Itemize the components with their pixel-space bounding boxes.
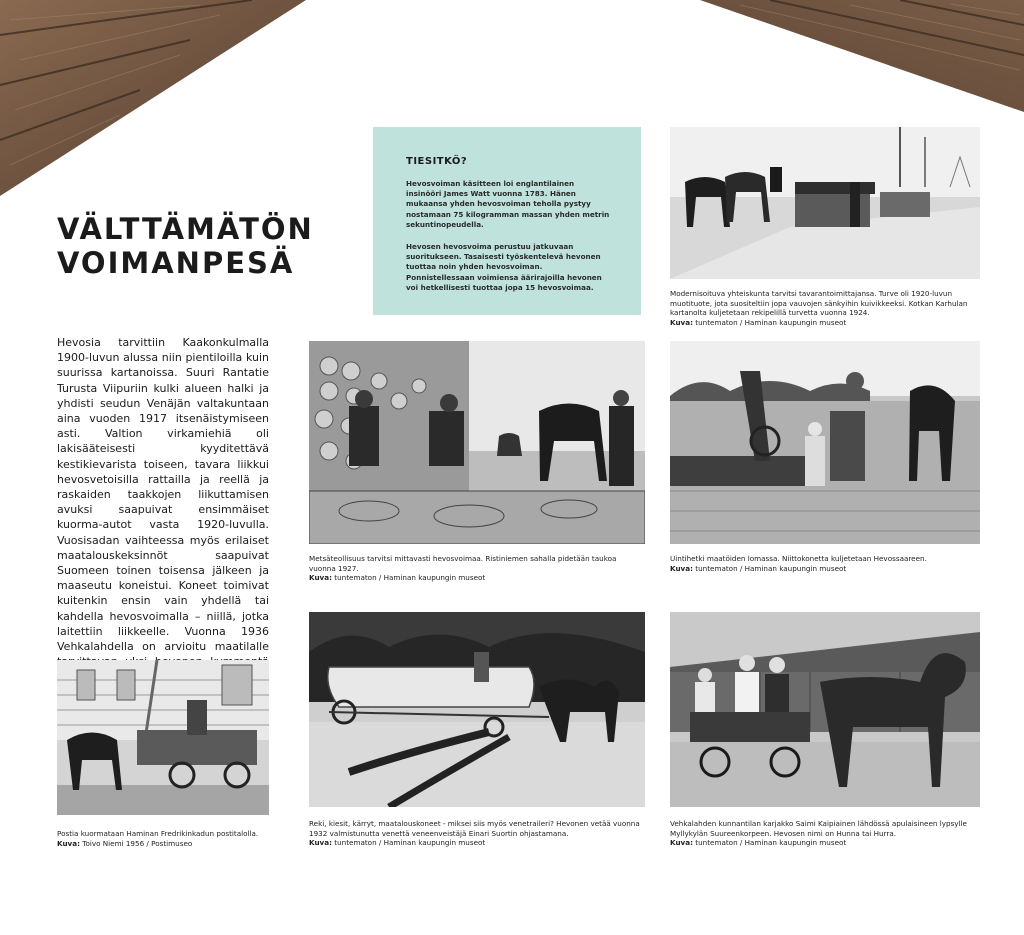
caption-logs: [309, 554, 645, 583]
caption-turf-text: Modernisoituva yhteiskunta tarvitsi tavarantoimittajansa. Turve oli 1920-luvun muotituote, jota suositeltiin jopa vauvojen sänkyihin kuivikkeeksi. Kotkan Karhulan kartanolta kuljetetaan rekipelillä turvetta vuonna 1924.: [670, 289, 968, 318]
photo-boat-trailer: [309, 612, 645, 807]
main-text: Hevosia tarvittiin Kaakonkulmalla 1900-luvun alussa niin pientiloilla kuin suurissa kartanoissa. Suuri Rantatie Turusta Viipuriin kulki alueen halki ja yhdisti seudun Venäjän valtakuntaan aina vuoden 1917 itsenäistymiseen asti. Valtion virkamiehiä oli lakisääteisesti kyyditettävä kestikievarista toiseen, tavara liikkui hevosvetoisilla rattailla ja reellä ja raskaiden taakkojen liikuttamisen avuksi saapuivat ensimmäiset kuorma-autot vasta 1920-luvulla. Vuosisadan vaihteessa myös erilaiset maatalouskeksinnöt saapuivat Suomeen toinen toisensa jälkeen ja maaseutu koneistui. Koneet toimivat kuitenkin ensin vain yhdellä tai kahdella hevosvoimalla – niillä, jotka laitettiin liikkeelle. Vuonna 1936 Vehkalahdella on arvioitu maatilalle: [57, 336, 269, 654]
did-you-know-para-2: Hevosen hevosvoima perustuu jatkuvaan suoritukseen. Tasaisesti työskentelevä hevonen tuottaa noin yhden hevosvoiman. Ponnistellessaan voimiensa äärirajoilla hevonen voi hetkellisesti tuottaa jopa 15 hevosvoimaa.: [406, 242, 602, 292]
caption-post: [57, 829, 277, 848]
caption-turf: [670, 289, 980, 327]
caption-cart-text: Vehkalahden kunnantilan karjakko Saimi Kaipiainen lähdössä apulaisineen lypsylle Myllykylän Suureenkorpeen. Hevosen nimi on Hunna tai Hurra.: [670, 819, 967, 838]
caption-boat-credit: tuntematon / Haminan kaupungin museot: [334, 838, 486, 848]
caption-post-text: Postia kuormataan Haminan Fredrikinkadun postitalolla.: [57, 829, 259, 838]
caption-cart-credit-label: Kuva:: [670, 838, 693, 848]
caption-cart: [670, 819, 980, 848]
caption-cart-credit: tuntematon / Haminan kaupungin museot: [695, 838, 847, 848]
caption-swim-credit: tuntematon / Haminan kaupungin museot: [695, 563, 847, 573]
did-you-know-para-1: Hevosvoiman käsitteen loi englantilainen insinööri James Watt vuonna 1783. Hänen mukaansa yhden hevosvoiman teholla pystyy nostamaan 75 kilogramman massan yhden metrin sekuntinopeudella.: [406, 179, 610, 229]
did-you-know-box: [373, 127, 641, 315]
caption-turf-credit-label: Kuva:: [670, 317, 693, 327]
did-you-know-heading: TIESITKÖ?: [406, 156, 468, 167]
wood-roof-left: [0, 0, 310, 200]
wood-roof-right: [700, 0, 1024, 115]
caption-boat: [309, 819, 645, 848]
title-line-1: VÄLTTÄMÄTÖN: [57, 212, 314, 246]
caption-swim: [670, 554, 980, 573]
page-title: [57, 212, 314, 280]
caption-logs-credit-label: Kuva:: [309, 573, 332, 583]
photo-logs-sawmill: [309, 341, 645, 544]
photo-swimming: [670, 341, 980, 544]
photo-cart-women: [670, 612, 980, 807]
caption-turf-credit: tuntematon / Haminan kaupungin museot: [695, 317, 847, 327]
photo-turf-sledges: [670, 127, 980, 279]
photo-post-wagon: [57, 660, 269, 815]
caption-post-credit: Toivo Niemi 1956 / Postimuseo: [82, 838, 193, 848]
caption-boat-credit-label: Kuva:: [309, 838, 332, 848]
caption-swim-credit-label: Kuva:: [670, 563, 693, 573]
caption-logs-text: Metsäteollisuus tarvitsi mittavasti hevosvoimaa. Ristiniemen sahalla pidetään taukoa vuonna 1927.: [309, 554, 617, 573]
caption-logs-credit: tuntematon / Haminan kaupungin museot: [334, 573, 486, 583]
caption-post-credit-label: Kuva:: [57, 838, 80, 848]
caption-swim-text: Uintihetki maatöiden lomassa. Niittokonetta kuljetetaan Hevossaareen.: [670, 554, 927, 563]
title-line-2: VOIMANPESÄ: [57, 246, 295, 280]
caption-boat-text: Reki, kiesit, kärryt, maatalouskoneet - miksei siis myös venetraileri? Hevonen vetää vuonna 1932 valmistunutta venettä veneenveistäjä Einari Suortin ohjastamana.: [309, 819, 640, 838]
